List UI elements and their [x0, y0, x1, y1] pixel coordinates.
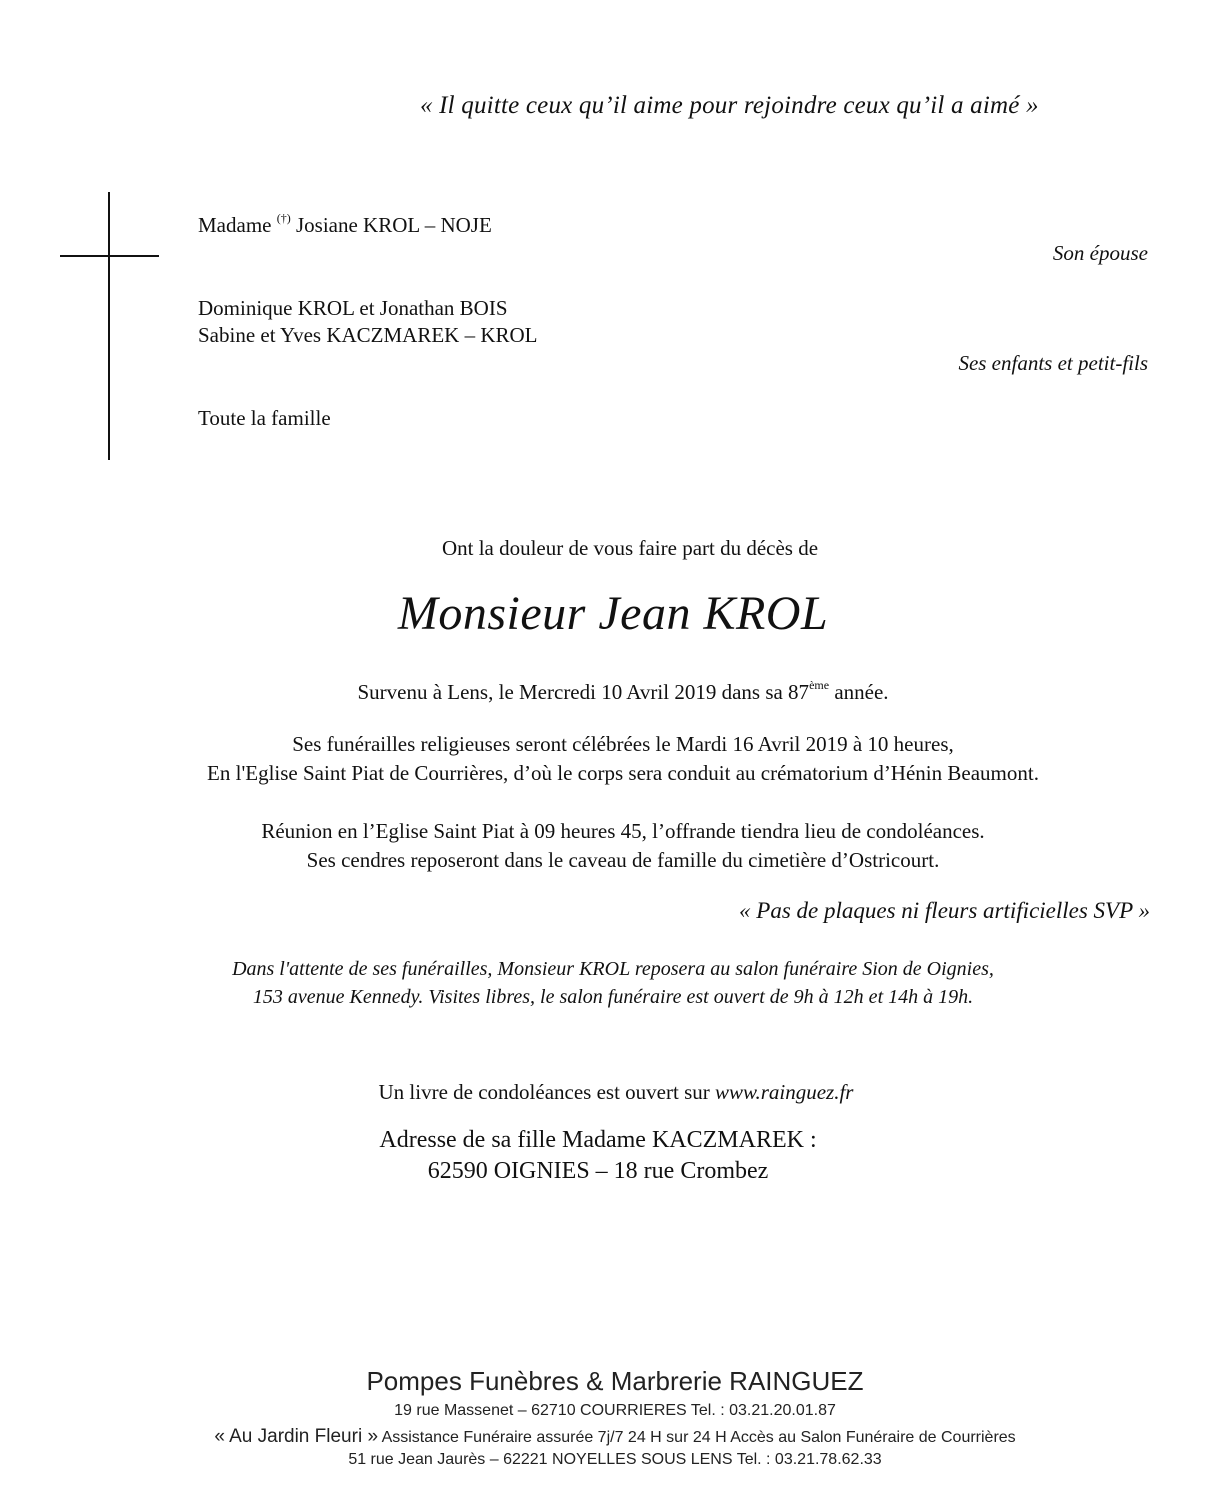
child-2-line: Sabine et Yves KACZMAREK – KROL [198, 323, 538, 347]
daughter-address [0, 1125, 1196, 1187]
waiting-paragraph [0, 955, 1214, 1011]
address-line-2: 62590 OIGNIES – 18 rue Crombez [427, 1158, 769, 1184]
funeral-line-1: Ses funérailles religieuses seront célébrées le Mardi 16 Avril 2019 à 10 heures, [292, 732, 954, 756]
death-end: année. [829, 680, 889, 704]
address-line-1: Adresse de sa fille Madame KACZMAREK : [379, 1127, 817, 1153]
condolence-link[interactable]: www.rainguez.fr [715, 1080, 854, 1104]
spouse-name: Josiane KROL – NOJE [295, 213, 492, 237]
meeting-line-2: Ses cendres reposeront dans le caveau de famille du cimetière d’Ostricourt. [306, 848, 940, 872]
company-address-2: 51 rue Jean Jaurès – 62221 NOYELLES SOUS LENS Tel. : 03.21.78.62.33 [348, 1451, 882, 1468]
services-text: Assistance Funéraire assurée 7j/7 24 H sur 24 H Accès au Salon Funéraire de Courrières [378, 1429, 1016, 1446]
whole-family-line: Toute la famille [198, 406, 331, 430]
epigraph-quote: « Il quitte ceux qu’il aime pour rejoindre ceux qu’il a aimé » [420, 92, 1039, 119]
cross-horizontal-bar [60, 255, 159, 257]
waiting-line-2: 153 avenue Kennedy. Visites libres, le salon funéraire est ouvert de 9h à 12h et 14h à 19h. [252, 986, 974, 1008]
death-line [0, 678, 1214, 707]
death-main: Survenu à Lens, le Mercredi 10 Avril 2019 dans sa 87 [357, 680, 810, 704]
spouse-relation: Son épouse [1052, 241, 1148, 265]
spouse-prefix: Madame [198, 213, 272, 237]
death-sup: ème [809, 678, 830, 692]
children-relation: Ses enfants et petit-fils [958, 351, 1148, 375]
no-flowers-request: « Pas de plaques ni fleurs artificielles SVP » [739, 898, 1150, 923]
spouse-line [198, 213, 492, 238]
funeral-line-2: En l'Eglise Saint Piat de Courrières, d’où le corps sera conduit au crématorium d’Hénin Beaumont. [207, 761, 1039, 785]
condolence-text: Un livre de condoléances est ouvert sur [378, 1080, 715, 1104]
deceased-name: Monsieur Jean KROL [397, 587, 829, 640]
meeting-line-1: Réunion en l’Eglise Saint Piat à 09 heures 45, l’offrande tiendra lieu de condoléances. [261, 819, 985, 843]
waiting-line-1: Dans l'attente de ses funérailles, Monsieur KROL reposera au salon funéraire Sion de Oignies, [232, 958, 994, 980]
announcement-intro: Ont la douleur de vous faire part du décès de [441, 536, 819, 560]
cross-vertical-bar [108, 192, 110, 460]
company-address-1: 19 rue Massenet – 62710 COURRIERES Tel. : 03.21.20.01.87 [394, 1402, 836, 1419]
condolence-line [0, 1080, 1214, 1105]
company-name: Pompes Funèbres & Marbrerie RAINGUEZ [366, 1366, 864, 1396]
company-services-line [0, 1426, 1214, 1448]
child-1-line: Dominique KROL et Jonathan BOIS [198, 296, 508, 320]
jardin-fleuri-label: « Au Jardin Fleuri » [214, 1426, 379, 1447]
dagger-mark: (†) [276, 211, 291, 225]
